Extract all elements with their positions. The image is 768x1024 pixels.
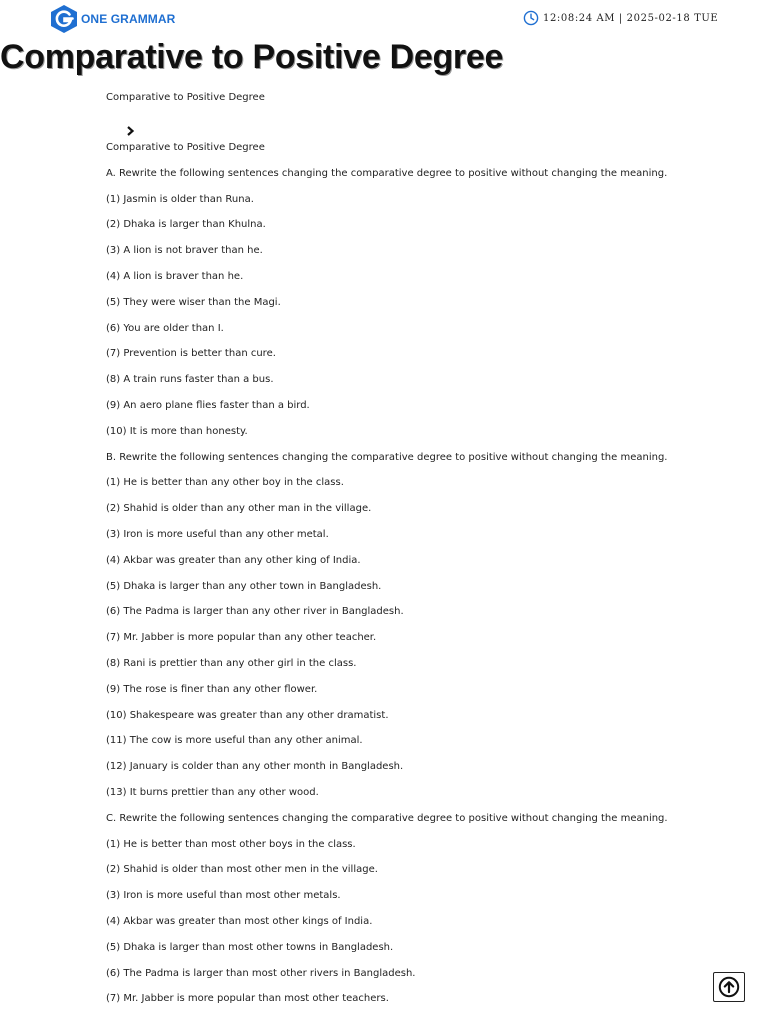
content-line: (2) Dhaka is larger than Khulna. [106, 219, 266, 231]
content-line: (6) You are older than I. [106, 322, 224, 334]
top-bar [0, 0, 768, 40]
content-line: (6) The Padma is larger than most other rivers in Bangladesh. [106, 967, 416, 979]
content-line: (10) It is more than honesty. [106, 425, 248, 437]
clock-icon [523, 10, 539, 26]
logo-text: ONE GRAMMAR [81, 12, 176, 26]
content-line: (3) Iron is more useful than most other metals. [106, 890, 341, 902]
content-line: (2) Shahid is older than any other man in the village. [106, 503, 372, 515]
content-line: (3) A lion is not braver than he. [106, 245, 263, 257]
content-line: (5) They were wiser than the Magi. [106, 296, 281, 308]
content-line: (1) He is better than any other boy in the class. [106, 477, 344, 489]
content-line: B. Rewrite the following sentences changing the comparative degree to positive without changing the meaning. [106, 451, 668, 463]
content-line: (4) A lion is braver than he. [106, 270, 244, 282]
chevron-right-icon[interactable] [124, 125, 136, 137]
content-line: (4) Akbar was greater than most other kings of India. [106, 915, 373, 927]
content-line: (9) An aero plane flies faster than a bird. [106, 399, 310, 411]
content-line: (10) Shakespeare was greater than any other dramatist. [106, 709, 389, 721]
content-line: (7) Prevention is better than cure. [106, 348, 276, 360]
content-line: (5) Dhaka is larger than any other town in Bangladesh. [106, 580, 382, 592]
content-line: (12) January is colder than any other month in Bangladesh. [106, 761, 404, 773]
content-line: (1) Jasmin is older than Runa. [106, 193, 254, 205]
content-line: (11) The cow is more useful than any other animal. [106, 735, 363, 747]
content-line: (7) Mr. Jabber is more popular than most other teachers. [106, 993, 389, 1005]
content-line: C. Rewrite the following sentences changing the comparative degree to positive without changing the meaning. [106, 812, 668, 824]
content-line: (13) It burns prettier than any other wood. [106, 786, 319, 798]
site-logo-link[interactable] [49, 4, 175, 34]
article-content [106, 142, 726, 1019]
one-grammar-logo-icon [49, 4, 79, 34]
datetime-text: 12:08:24 AM | 2025-02-18 TUE [543, 12, 719, 24]
content-line: (7) Mr. Jabber is more popular than any other teacher. [106, 632, 377, 644]
content-line: (9) The rose is finer than any other flower. [106, 683, 318, 695]
content-line: (1) He is better than most other boys in the class. [106, 838, 356, 850]
content-line: (8) Rani is prettier than any other girl in the class. [106, 657, 357, 669]
scroll-to-top-button[interactable] [713, 972, 745, 1002]
datetime-display [523, 10, 718, 26]
breadcrumb: Comparative to Positive Degree [106, 92, 265, 103]
content-line: (6) The Padma is larger than any other river in Bangladesh. [106, 606, 404, 618]
page-title: Comparative to Positive Degree [0, 38, 504, 76]
content-line: (2) Shahid is older than most other men in the village. [106, 864, 378, 876]
content-line: (4) Akbar was greater than any other king of India. [106, 554, 361, 566]
arrow-up-circle-icon [718, 976, 740, 998]
content-line: A. Rewrite the following sentences changing the comparative degree to positive without changing the meaning. [106, 167, 668, 179]
content-line: (8) A train runs faster than a bus. [106, 374, 274, 386]
content-line: Comparative to Positive Degree [106, 142, 265, 153]
content-line: (3) Iron is more useful than any other metal. [106, 528, 329, 540]
content-line: (5) Dhaka is larger than most other towns in Bangladesh. [106, 941, 394, 953]
